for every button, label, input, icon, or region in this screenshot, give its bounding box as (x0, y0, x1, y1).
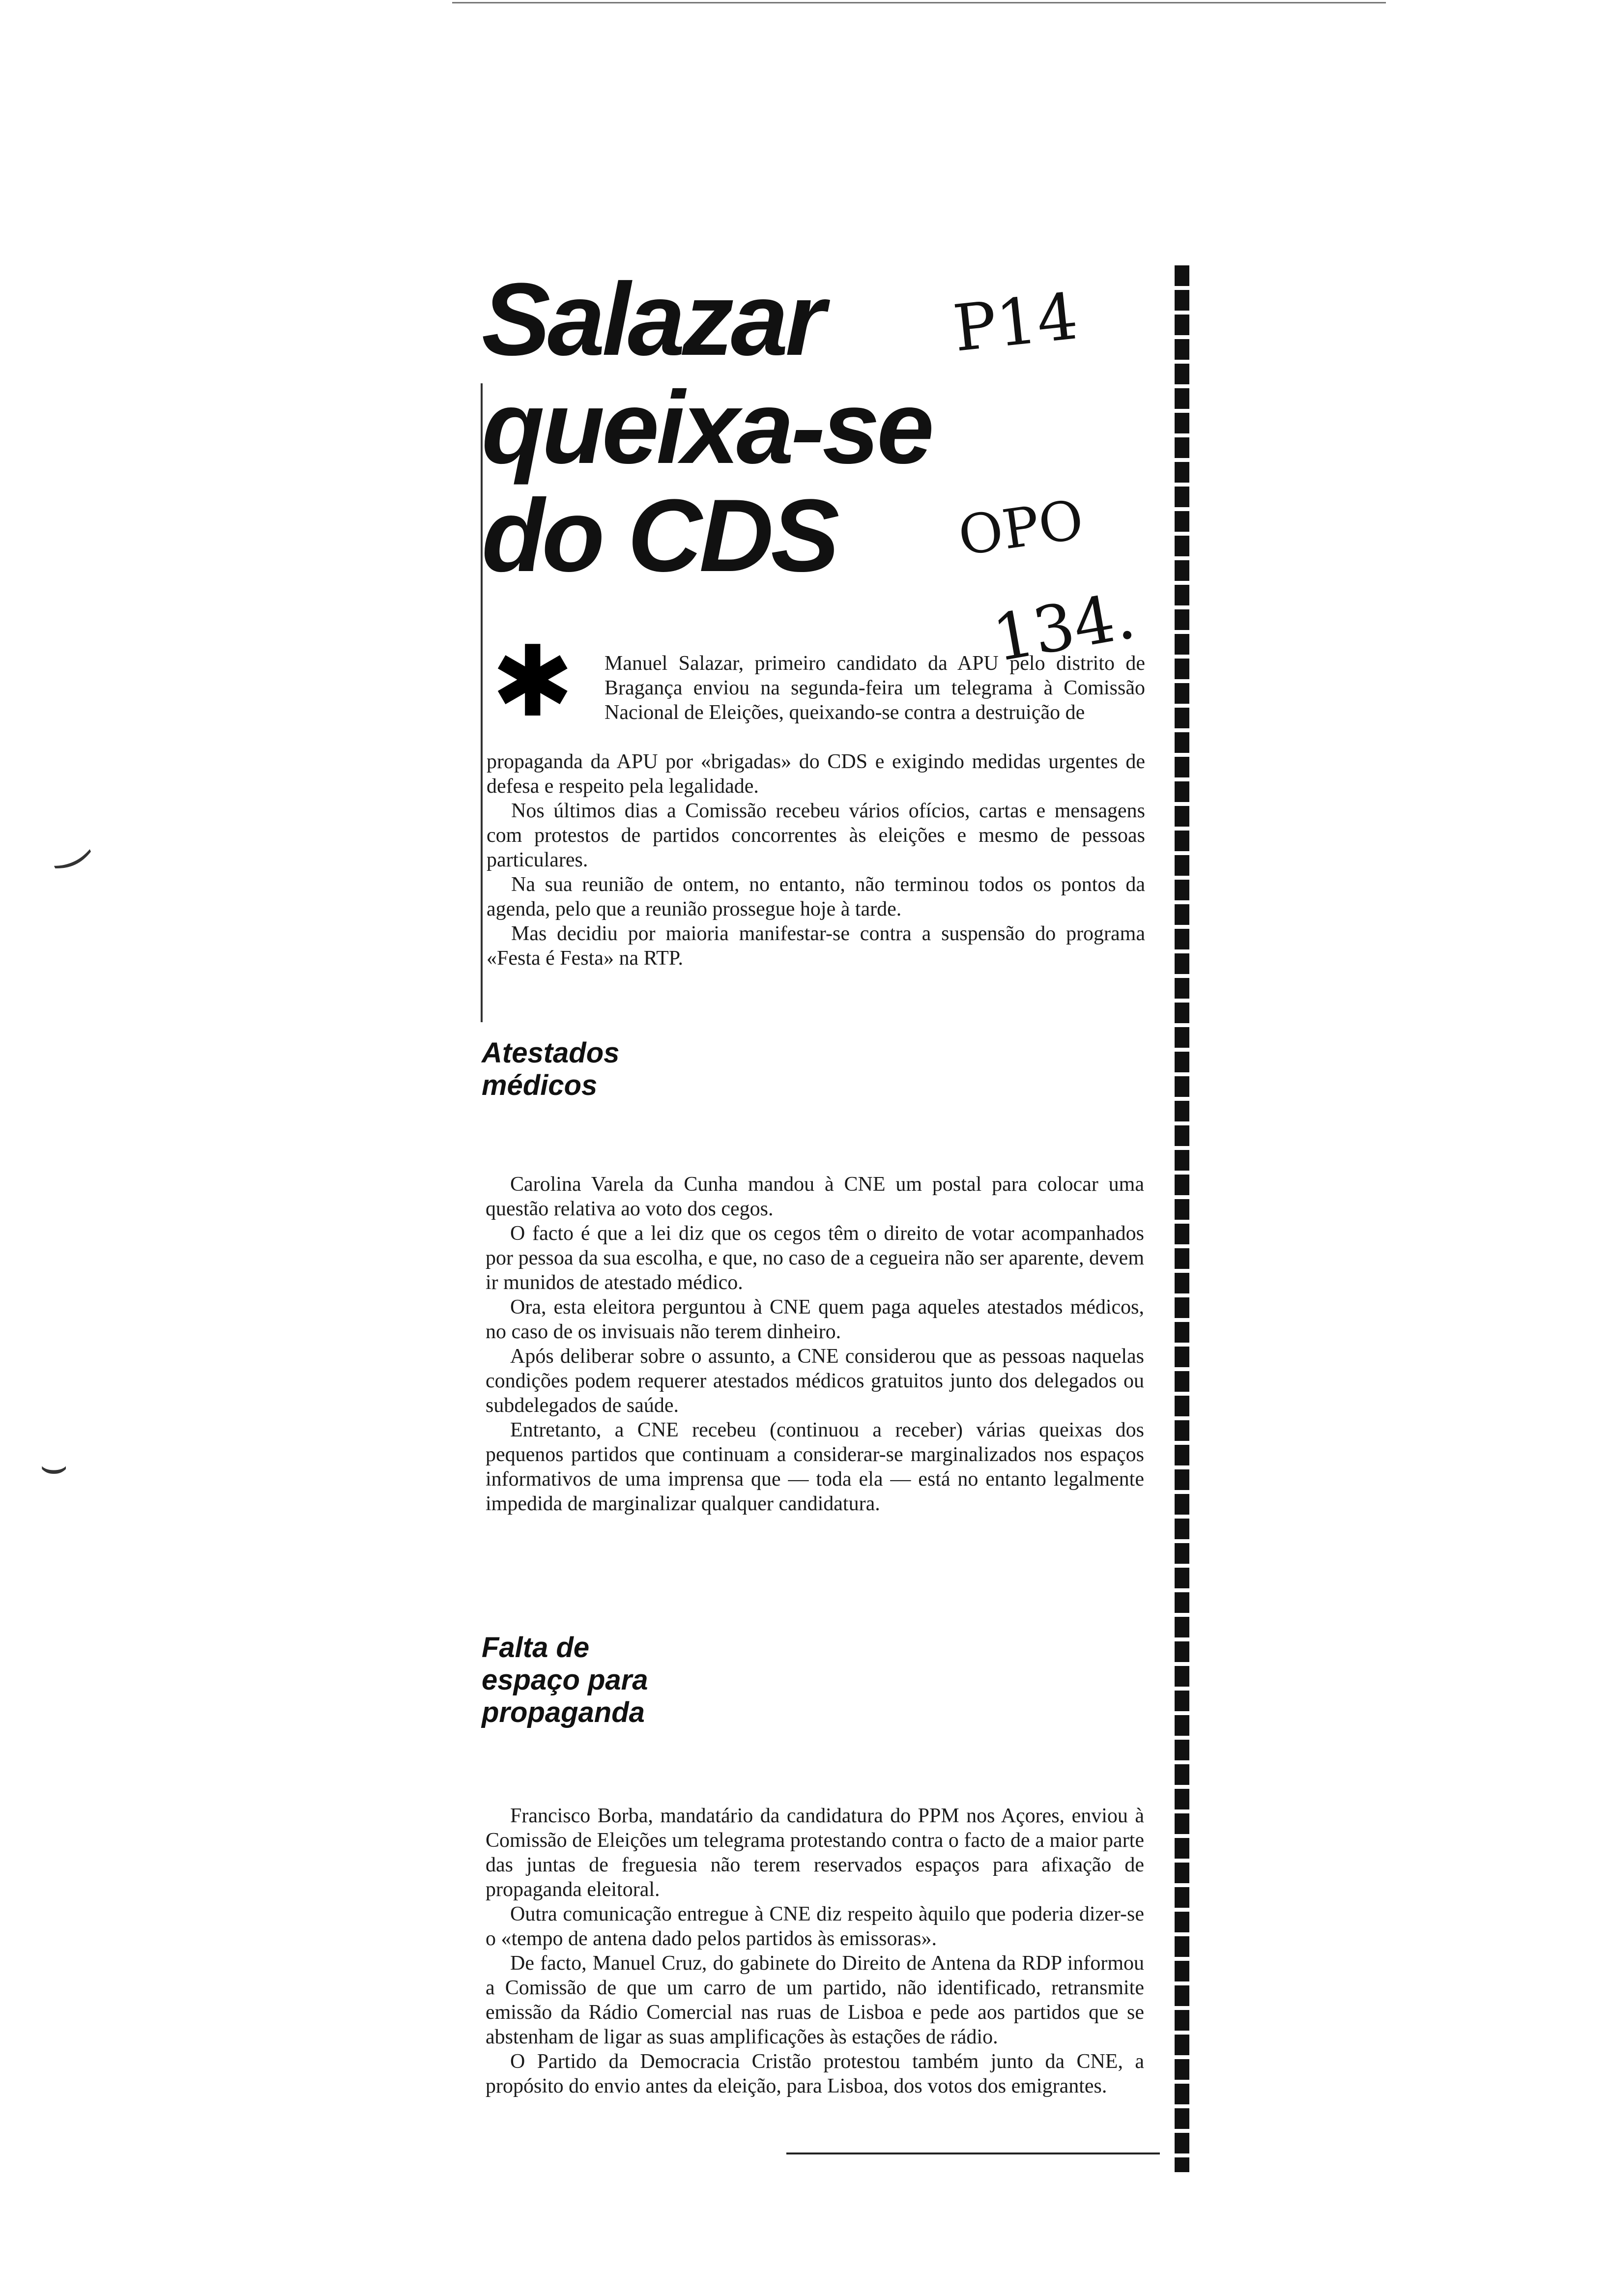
section-paragraph: Ora, esta eleitora perguntou à CNE quem paga aqueles atestados médicos, no caso de os invisuais não terem dinheiro. (486, 1296, 1144, 1343)
intro-paragraph: Mas decidiu por maioria manifestar-se contra a suspensão do programa «Festa é Festa» na RTP. (487, 922, 1145, 970)
intro-lead-continued: propaganda da APU por «brigadas» do CDS e exigindo medidas urgentes de defesa e respeito pela legalidade. (487, 750, 1145, 798)
newspaper-clipping (472, 246, 1160, 2152)
margin-bracket (481, 383, 483, 1022)
intro-lead-text: Manuel Salazar, primeiro candidato da APU pelo distrito de Bragança enviou na segunda-feira um telegrama à Comissão Nacional de Eleições, queixando-se contra a destruição de (604, 652, 1145, 724)
handwritten-note: OPO (954, 488, 1088, 568)
headline-line: do CDS (482, 478, 837, 593)
column-border-bar (1175, 265, 1189, 2172)
end-rule (786, 2152, 1160, 2154)
section-paragraph: Carolina Varela da Cunha mandou à CNE um postal para colocar uma questão relativa ao voto dos cegos. (486, 1173, 1144, 1220)
section-body-atestados (486, 1172, 1144, 1516)
scan-margin-mark: ⌣ (39, 1440, 69, 1492)
section-heading-line: propaganda (482, 1696, 645, 1728)
scan-top-rule (452, 2, 1386, 3)
handwritten-note: P14 (950, 279, 1082, 366)
intro-lead (604, 651, 1145, 725)
handwritten-note: 134. (987, 578, 1141, 676)
section-heading-line: espaço para (482, 1664, 648, 1696)
section-heading-line: médicos (482, 1069, 598, 1101)
intro-body (487, 749, 1145, 971)
section-paragraph: Entretanto, a CNE recebeu (continuou a receber) várias queixas dos pequenos partidos que continuam a considerar-se marginalizados nos espaços informativos de uma imprensa que — toda ela — está no entanto legalmente impedida de marginalizar qualquer candidatura. (486, 1419, 1144, 1515)
section-paragraph: O facto é que a lei diz que os cegos têm o direito de votar acompanhados por pessoa da sua escolha, e que, no caso de a cegueira não ser aparente, devem ir munidos de atestado médico. (486, 1222, 1144, 1294)
section-heading-line: Falta de (482, 1632, 590, 1664)
scan-margin-mark: ‿ (37, 810, 92, 873)
intro-paragraph: Na sua reunião de ontem, no entanto, não terminou todos os pontos da agenda, pelo que a reunião prossegue hoje à tarde. (487, 873, 1145, 920)
section-heading-atestados (482, 1037, 619, 1102)
section-paragraph: Francisco Borba, mandatário da candidatura do PPM nos Açores, enviou à Comissão de Eleições um telegrama protestando contra o facto de a maior parte das juntas de freguesia não terem reservados espaços para afixação de propaganda eleitoral. (486, 1805, 1144, 1901)
section-paragraph: O Partido da Democracia Cristão protestou também junto da CNE, a propósito do envio antes da eleição, para Lisboa, dos votos dos emigrantes. (486, 2050, 1144, 2097)
asterisk-icon: ✱ (491, 625, 574, 739)
section-body-falta-de-espaco (486, 1804, 1144, 2098)
section-paragraph: Outra comunicação entregue à CNE diz respeito àquilo que poderia dizer-se o «tempo de antena dado pelos partidos às emissoras». (486, 1903, 1144, 1950)
section-heading-line: Atestados (482, 1037, 620, 1069)
intro-paragraph: Nos últimos dias a Comissão recebeu vários ofícios, cartas e mensagens com protestos de partidos concorrentes às eleições e mesmo de pessoas particulares. (487, 800, 1145, 871)
section-heading-falta-de-espaco (482, 1632, 648, 1729)
headline-line: queixa-se (482, 370, 931, 485)
headline (482, 261, 931, 593)
section-paragraph: Após deliberar sobre o assunto, a CNE considerou que as pessoas naquelas condições podem requerer atestados médicos gratuitos junto dos delegados ou subdelegados de saúde. (486, 1345, 1144, 1417)
section-paragraph: De facto, Manuel Cruz, do gabinete do Direito de Antena da RDP informou a Comissão de que um carro de um partido, não identificado, retransmite emissão da Rádio Comercial nas ruas de Lisboa e pede aos partidos que se abstenham de ligar as suas amplificações às estações de rádio. (486, 1952, 1144, 2048)
headline-line: Salazar (482, 261, 823, 377)
